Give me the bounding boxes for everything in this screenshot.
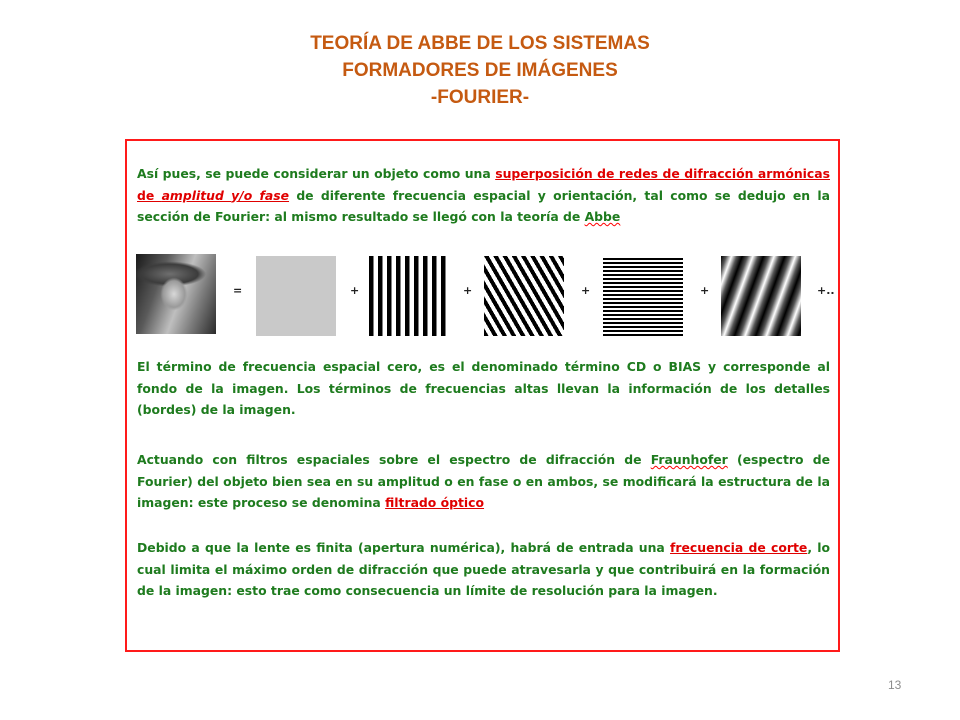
plus-sign-2: + (463, 284, 473, 297)
paragraph-cutoff-frequency (137, 537, 830, 602)
p1-highlight-1: superposición de redes de difracción armónicas de (137, 166, 830, 203)
p4-text-2: , lo cual limita el máximo orden de difracción que puede atravesarla y que contribuirá en la formación de la imagen: esto trae como consecuencia un límite de resolución para la imagen. (137, 540, 831, 598)
paragraph-bias-term (137, 356, 830, 421)
p3-text-2: (espectro de Fourier) del objeto bien sea en su amplitud o en fase o en ambos, se modificará la estructura de la imagen: este proceso se denomina (137, 452, 831, 510)
title-line-1: TEORÍA DE ABBE DE LOS SISTEMAS (310, 33, 650, 54)
p1-text-1: Así pues, se puede considerar un objeto como una (137, 166, 496, 181)
slide-title (0, 30, 960, 111)
plus-sign-4: + (700, 284, 710, 297)
plus-sign-1: + (350, 284, 360, 297)
equals-sign: = (233, 284, 243, 297)
p3-text-1: Actuando con filtros espaciales sobre el espectro de difracción de (137, 452, 651, 467)
wavy-stripes-icon (721, 256, 801, 336)
horizontal-stripes-icon (603, 256, 683, 336)
title-line-2: FORMADORES DE IMÁGENES (342, 60, 618, 81)
p4-highlight-frecuencia: frecuencia de corte (670, 540, 808, 555)
vertical-stripes-icon (369, 256, 449, 336)
p3-fraunhofer-word: Fraunhofer (650, 452, 728, 467)
p1-abbe-word: Abbe (584, 209, 621, 224)
p4-text-1: Debido a que la lente es finita (apertura numérica), habrá de entrada una (137, 540, 671, 555)
page-number: 13 (888, 678, 902, 692)
title-line-3: -FOURIER- (430, 87, 530, 108)
paragraph-superposition (137, 163, 830, 228)
p1-highlight-italic: amplitud y/o fase (161, 187, 290, 203)
diagonal-stripes-icon (484, 256, 564, 336)
content-frame (125, 139, 840, 652)
fourier-decomposition-row (127, 254, 838, 336)
lena-photo-icon (136, 254, 216, 334)
paragraph-spatial-filters (137, 449, 830, 514)
plus-ellipsis: +.. (817, 284, 835, 297)
grey-square-icon (256, 256, 336, 336)
plus-sign-3: + (581, 284, 591, 297)
p1-text-2: de diferente frecuencia espacial y orientación, tal como se dedujo en la sección de Fourier: al mismo resultado se llegó con la teoría de (137, 187, 830, 224)
p3-highlight-filtrado: filtrado óptico (385, 495, 485, 510)
p2-text: El término de frecuencia espacial cero, es el denominado término CD o BIAS y corresponde al fondo de la imagen. Los términos de frecuencias altas llevan la información de los detalles (bordes) de la imagen. (137, 359, 830, 417)
